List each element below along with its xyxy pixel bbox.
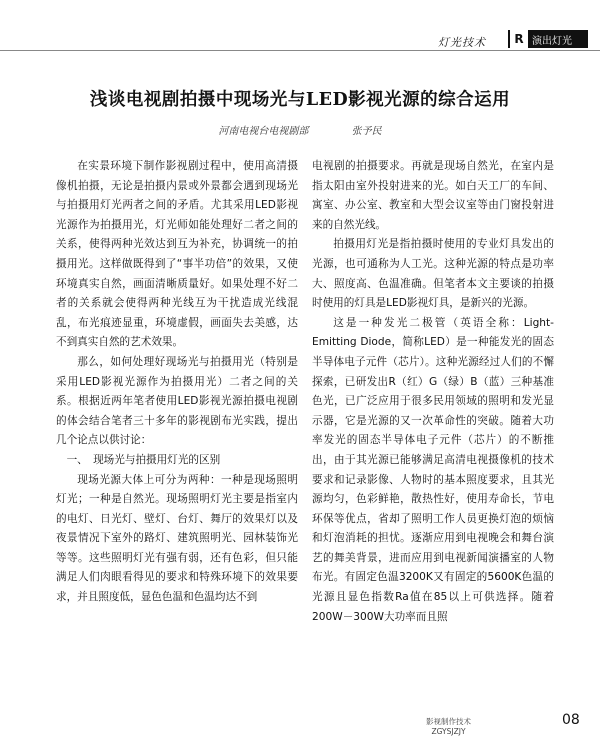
page-number: 08 <box>562 712 580 728</box>
paragraph: 拍摄用灯光是指拍摄时使用的专业灯具发出的光源，也可通称为人工光。这种光源的特点是功率大、照度高、色温准确。但笔者本文主要谈的拍摄时使用的灯具是LED影视灯具，是新兴的光源。 <box>312 238 554 310</box>
author-name: 张予民 <box>351 126 382 137</box>
paragraph: 那么，如何处理好现场光与拍摄用光（特别是采用LED影视光源作为拍摄用光）二者之间的关系。根据近两年笔者使用LED影视光源拍摄电视剧的体会结合笔者三十多年的影视剧布光实践，提出几个论点以供讨论： <box>56 355 298 447</box>
journal-name: 影视制作技术 <box>426 717 471 726</box>
section-heading: 一、 现场光与拍摄用灯光的区别 <box>66 453 221 466</box>
header-rule <box>0 50 600 51</box>
paragraph: 电视剧的拍摄要求。再就是现场自然光，在室内是指太阳由室外投射进来的光。如白天工厂的车间、寓室、办公室、教室和大型会议室等由门窗投射进来的自然光线。 <box>312 160 554 231</box>
journal-logo <box>508 30 588 48</box>
journal-footer <box>426 717 471 737</box>
paragraph: 在实景环境下制作影视剧过程中，使用高清摄像机拍摄，无论是拍摄内景或外景都会遇到现场光与拍摄用灯光两者之间的矛盾。尤其采用LED影视光源作为拍摄用光，灯光师如能处理好二者之间的关系，使得两种光效达到互为补充，协调统一的拍摄用光。这样做既得到了“事半功倍”的效果，又使环境真实自然，画面清晰质量好。如果处理不好二者的关系就会使得两种光线互为干扰造成光线混乱，布光痕迹显重，环境虚假，画面失去美感，达不到真实自然的艺术效果。 <box>56 160 298 349</box>
paragraph: 这是一种发光二极管（英语全称：Light-Emitting Diode，简称LED）是一种能发光的固态半导体电子元件（芯片）。这种光源经过人们的不懈探索，已研发出R（红）G（绿）B（蓝）三种基准色光，已广泛应用于很多民用领域的照明和发光显示器，它是光源的又一次革命性的突破。随着大功率发光的固态半导体电子元件（芯片）的不断推出，由于其光源已能够满足高清电视摄像机的技术要求和记录影像、人物时的基本照度要求，且其光源均匀，色彩鲜艳，散热性好，使用寿命长，节电环保等优点，省却了照明工作人员更换灯泡的烦恼和灯泡消耗的担忧。逐渐应用到电视晚会和舞台演艺的舞美背景，进而应用到电视新闻演播室的人物布光。有固定色温3200K又有固定的5600K色温的光源且显色指数Ra值在85以上可供选择。随着200W－300W大功率而且照 <box>312 316 554 623</box>
logo-text: 演出灯光 <box>532 35 572 47</box>
journal-code: ZGYSJZJY <box>431 727 466 736</box>
logo-mark-icon: R <box>510 30 528 48</box>
article-title: 浅谈电视剧拍摄中现场光与LED影视光源的综合运用 <box>89 90 511 110</box>
author-affiliation: 河南电视台电视剧部 <box>218 126 309 137</box>
paragraph: 现场光源大体上可分为两种：一种是现场照明灯光；一种是自然光。现场照明灯光主要是指室内的电灯、日光灯、壁灯、台灯、舞厅的效果灯以及夜景情况下室外的路灯、建筑照明光、园林装饰光等等。这些照明灯光有强有弱，还有色彩，但只能满足人们肉眼看得见的要求和特殊环境下的效果要求，并且照度低，显色色温和色温均达不到 <box>56 473 298 604</box>
body-column-left <box>56 157 298 608</box>
body-column-right <box>312 157 554 627</box>
running-head: 灯光技术 <box>438 36 486 49</box>
byline <box>0 122 600 137</box>
